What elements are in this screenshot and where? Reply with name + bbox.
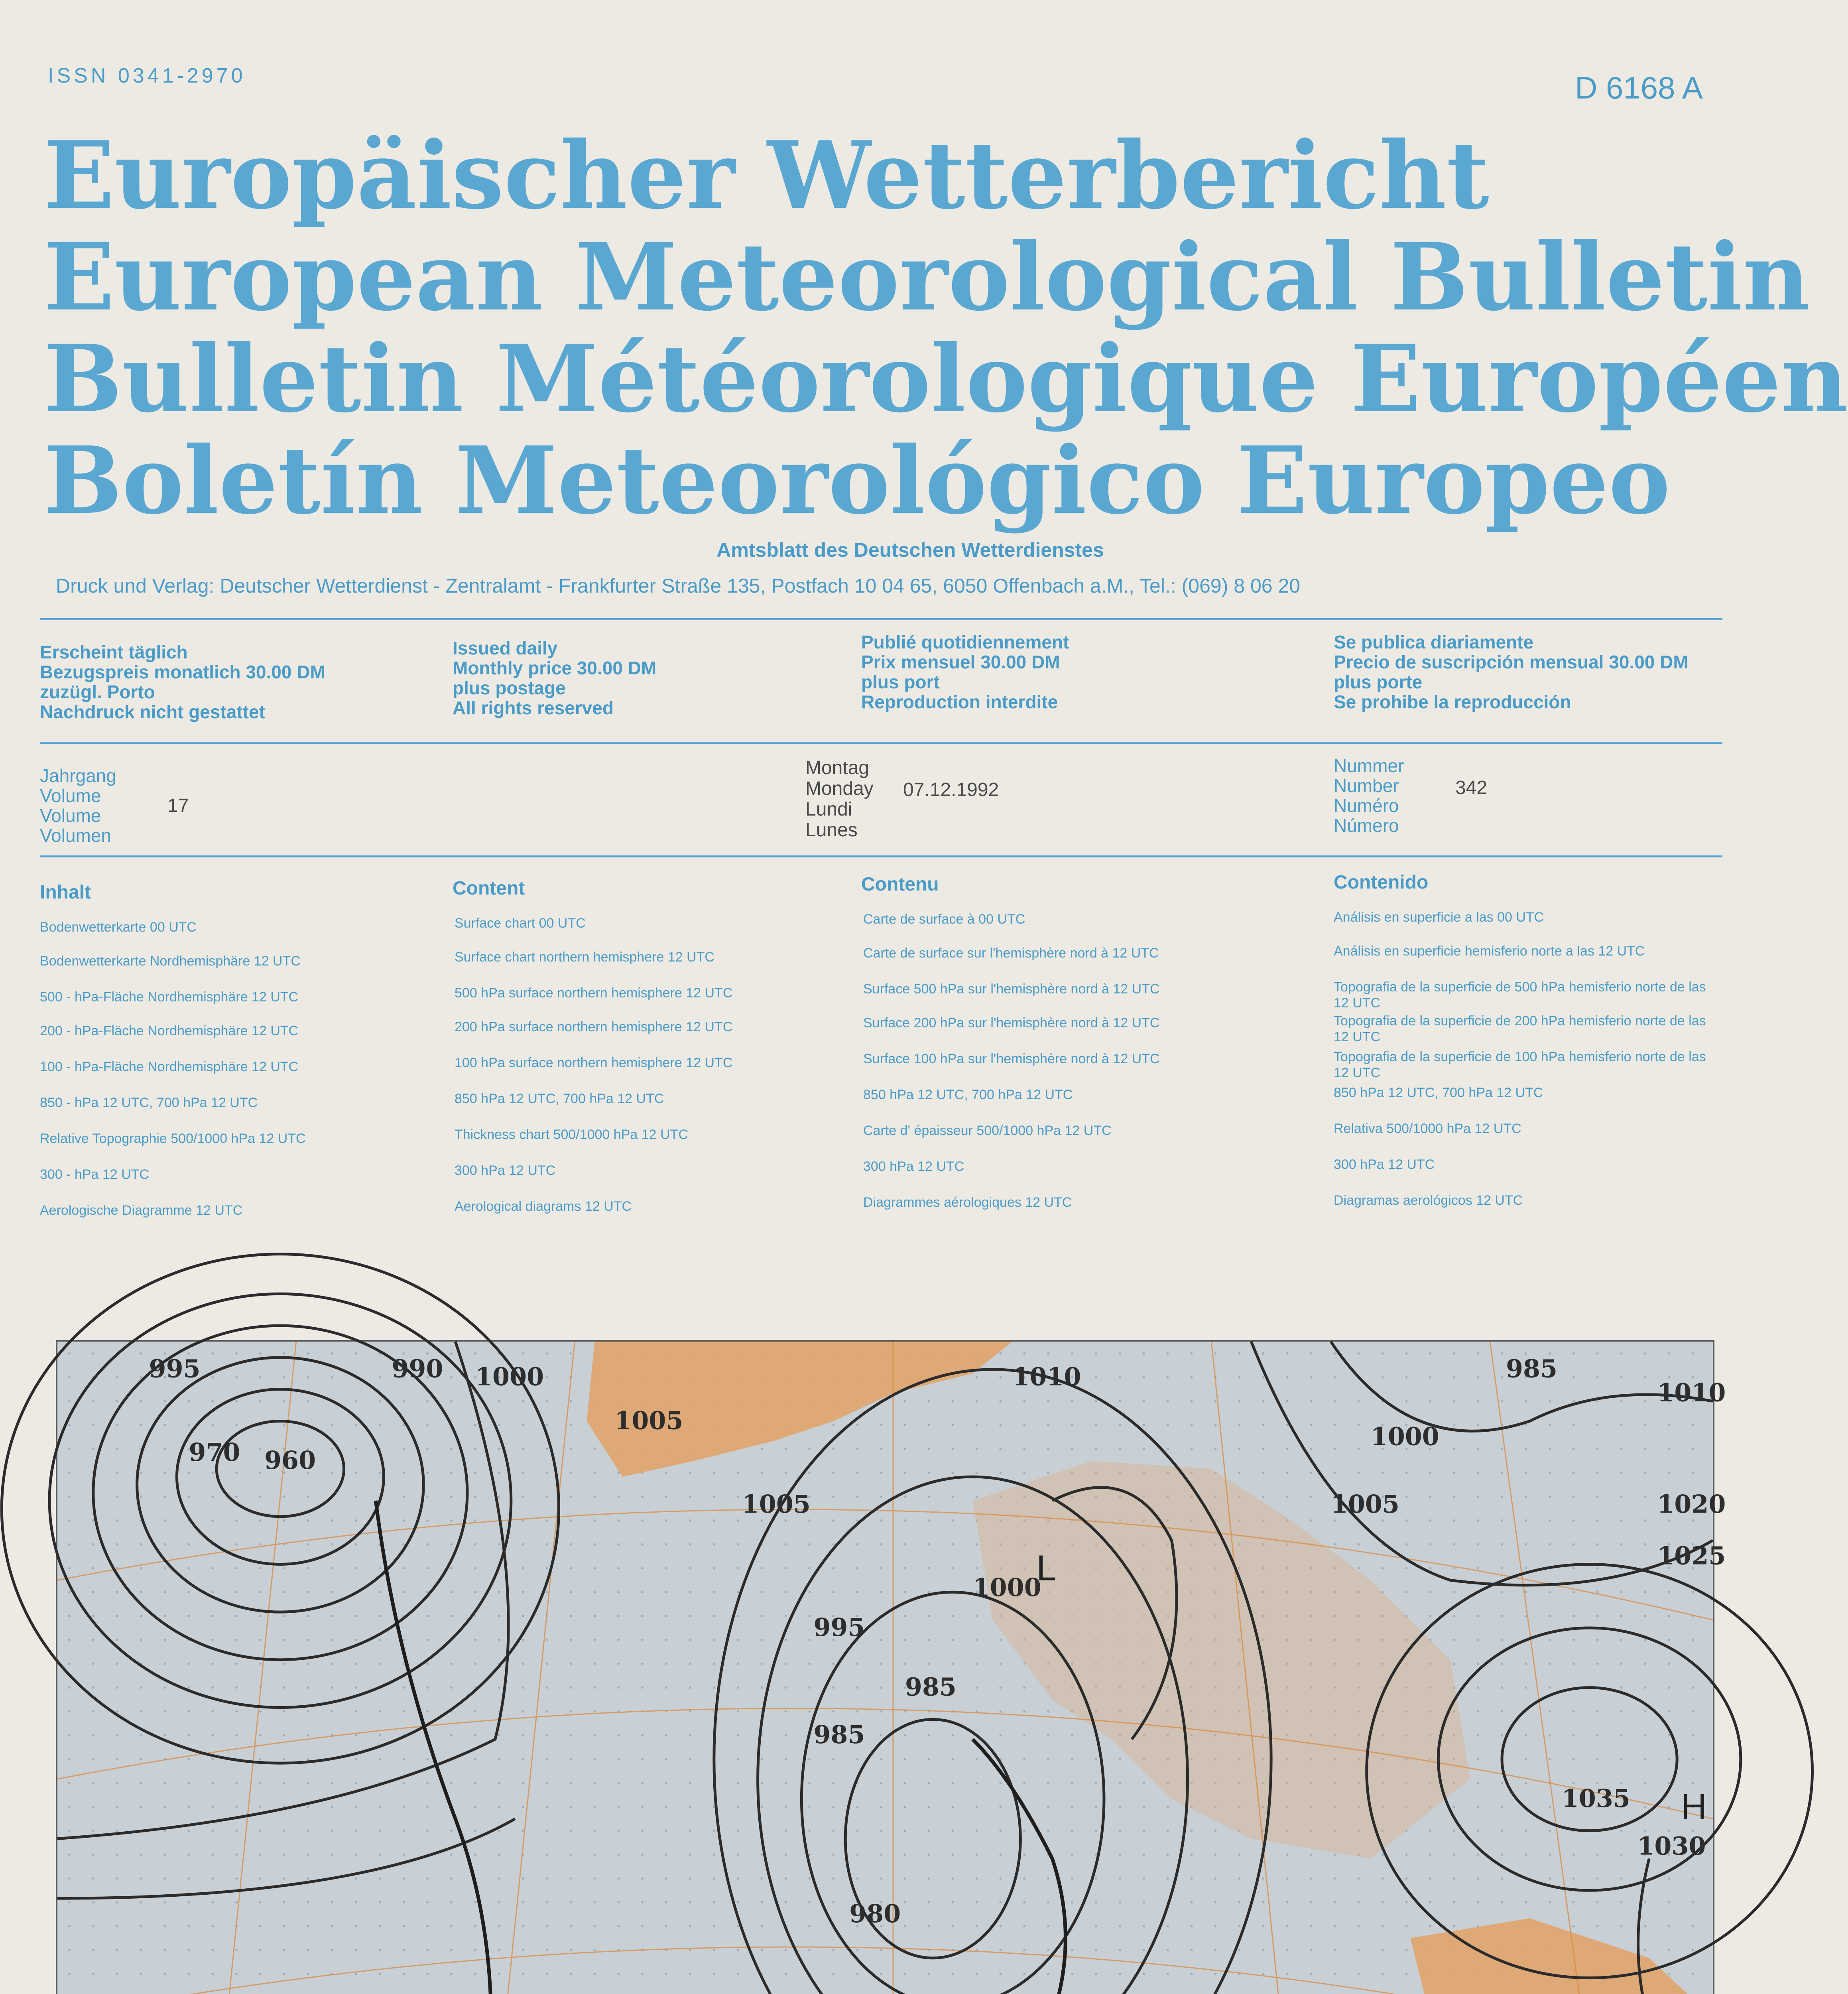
isobar-label: 1005: [1330, 1489, 1400, 1519]
title-fr: [44, 324, 1848, 433]
isobar-label: 1020: [1657, 1489, 1726, 1519]
divider-1: [40, 618, 1722, 620]
contents-item-fr: Carte d' épaisseur 500/1000 hPa 12 UTC: [863, 1123, 1112, 1138]
contents-heading-de: Inhalt: [40, 882, 91, 903]
isobar-label: 995: [813, 1613, 865, 1642]
isobar-label: 1010: [1012, 1362, 1081, 1391]
subtitle: Amtsblatt des Deutschen Wetterdienstes: [716, 539, 1104, 561]
contents-item-en: Surface chart 00 UTC: [455, 916, 586, 931]
contents-item-fr: 300 hPa 12 UTC: [863, 1159, 964, 1174]
day-labels: Montag Monday Lundi Lunes: [805, 757, 874, 841]
isobar-label: 1035: [1561, 1783, 1630, 1813]
isobar-label: 1005: [614, 1406, 683, 1435]
isobar-label: 990: [392, 1354, 443, 1383]
contents-item-es: Topografia de la superficie de 200 hPa hemisferio norte de las 12 UTC: [1334, 1013, 1706, 1044]
contents-item-es: Topografia de la superficie de 100 hPa hemisferio norte de las 12 UTC: [1334, 1049, 1706, 1080]
isobar-label: 985: [1506, 1354, 1558, 1383]
contents-item-de: 200 - hPa-Fläche Nordhemisphäre 12 UTC: [40, 1023, 299, 1038]
isobar-label: 1000: [475, 1362, 544, 1391]
contents-item-es: Topografia de la superficie de 500 hPa hemisferio norte de las 12 UTC: [1334, 979, 1706, 1011]
title-de-text: Europäischer Wetterbericht: [44, 121, 1489, 230]
contents-item-es: Análisis en superficie a las 00 UTC: [1334, 910, 1544, 925]
title-es-text: Boletín Meteorológico Europeo: [44, 426, 1671, 535]
contents-item-fr: Carte de surface sur l'hemisphère nord à 12 UTC: [863, 946, 1159, 961]
pressure-centre: L: [1036, 1548, 1057, 1588]
contents-item-de: Aerologische Diagramme 12 UTC: [40, 1203, 243, 1218]
contents-item-en: 500 hPa surface northern hemisphere 12 UTC: [455, 985, 733, 1001]
contents-item-en: Thickness chart 500/1000 hPa 12 UTC: [455, 1127, 688, 1142]
pricing-es: Se publica diariamente Precio de suscripción mensual 30.00 DM plus porte Se prohibe la reproducción: [1334, 632, 1689, 712]
isobar-label: 1010: [1657, 1378, 1726, 1407]
isobar-label: 1025: [1657, 1541, 1726, 1570]
contents-item-fr: Diagrammes aérologiques 12 UTC: [863, 1195, 1072, 1210]
number-labels: Nummer Number Numéro Número: [1334, 755, 1404, 836]
contents-item-en: Aerological diagrams 12 UTC: [455, 1199, 632, 1214]
issue-number: 342: [1455, 777, 1488, 798]
contents-item-en: Surface chart northern hemisphere 12 UTC: [455, 950, 714, 965]
contents-heading-en: Content: [453, 878, 525, 899]
isobar-label: 995: [149, 1354, 201, 1383]
contents-item-es: 300 hPa 12 UTC: [1334, 1157, 1435, 1172]
contents-item-de: 500 - hPa-Fläche Nordhemisphäre 12 UTC: [40, 989, 299, 1005]
contents-item-de: Bodenwetterkarte 00 UTC: [40, 920, 197, 935]
title-fr-text: Bulletin Météorologique Européen: [44, 324, 1848, 433]
contents-item-de: Relative Topographie 500/1000 hPa 12 UTC: [40, 1131, 306, 1146]
isobar-label: 985: [813, 1720, 865, 1750]
isobar-label: 985: [905, 1672, 957, 1702]
pricing-en: Issued daily Monthly price 30.00 DM plus postage All rights reserved: [453, 638, 657, 718]
title-en: [44, 223, 1810, 331]
contents-item-fr: Surface 500 hPa sur l'hemisphère nord à 12 UTC: [863, 981, 1160, 997]
isobar-label: 1000: [1370, 1422, 1439, 1451]
isobar-label: 1005: [742, 1489, 811, 1519]
isobar-label: 960: [264, 1446, 316, 1475]
divider-2: [40, 742, 1722, 744]
contents-item-es: Diagramas aerológicos 12 UTC: [1334, 1193, 1523, 1208]
contents-item-en: 100 hPa surface northern hemisphere 12 UTC: [455, 1055, 733, 1070]
contents-item-fr: Surface 100 hPa sur l'hemisphère nord à 12 UTC: [863, 1051, 1160, 1066]
isobar-label: 970: [189, 1438, 240, 1467]
contents-item-fr: 850 hPa 12 UTC, 700 hPa 12 UTC: [863, 1087, 1073, 1102]
contents-item-de: 100 - hPa-Fläche Nordhemisphäre 12 UTC: [40, 1059, 299, 1074]
contents-item-de: Bodenwetterkarte Nordhemisphäre 12 UTC: [40, 954, 301, 969]
contents-heading-fr: Contenu: [861, 874, 939, 895]
contents-item-es: Análisis en superficie hemisferio norte a las 12 UTC: [1334, 944, 1645, 959]
contents-item-de: 850 - hPa 12 UTC, 700 hPa 12 UTC: [40, 1095, 258, 1110]
contents-item-es: Relativa 500/1000 hPa 12 UTC: [1334, 1121, 1521, 1136]
contents-item-en: 300 hPa 12 UTC: [455, 1163, 556, 1178]
volume-labels: Jahrgang Volume Volume Volumen: [40, 765, 116, 846]
contents-item-en: 200 hPa surface northern hemisphere 12 UTC: [455, 1019, 733, 1034]
title-es: [44, 426, 1722, 535]
isobar-label: 1030: [1637, 1831, 1706, 1861]
title-en-text: European Meteorological Bulletin: [44, 223, 1810, 331]
pressure-centre: H: [1681, 1787, 1707, 1827]
map-canvas: [57, 1342, 1726, 1994]
pricing-de: Erscheint täglich Bezugspreis monatlich 30.00 DM zuzügl. Porto Nachdruck nicht gestattet: [40, 642, 325, 722]
contents-item-fr: Surface 200 hPa sur l'hemisphère nord à 12 UTC: [863, 1015, 1160, 1030]
isobar-label: 1000: [972, 1573, 1041, 1602]
volume-value: 17: [167, 795, 189, 816]
contents-heading-es: Contenido: [1334, 872, 1429, 893]
surface-weather-map: [56, 1340, 1726, 1994]
divider-3: [40, 855, 1722, 857]
contents-item-fr: Carte de surface à 00 UTC: [863, 912, 1025, 927]
publication-code: D 6168 A: [1575, 70, 1703, 105]
contents-item-de: 300 - hPa 12 UTC: [40, 1167, 150, 1182]
pricing-fr: Publié quotidiennement Prix mensuel 30.00 DM plus port Reproduction interdite: [861, 632, 1069, 712]
contents-item-en: 850 hPa 12 UTC, 700 hPa 12 UTC: [455, 1091, 664, 1106]
issn-number: ISSN 0341-2970: [48, 64, 246, 87]
isobar-label: 980: [849, 1899, 901, 1929]
issue-date: 07.12.1992: [903, 779, 999, 800]
title-de: [44, 121, 1722, 230]
contents-item-es: 850 hPa 12 UTC, 700 hPa 12 UTC: [1334, 1085, 1543, 1100]
publisher-line: Druck und Verlag: Deutscher Wetterdienst - Zentralamt - Frankfurter Straße 135, Postfach 10 04 65, 6050 Offenbach a.M., Tel.: (069) 8 06 20: [56, 575, 1301, 597]
